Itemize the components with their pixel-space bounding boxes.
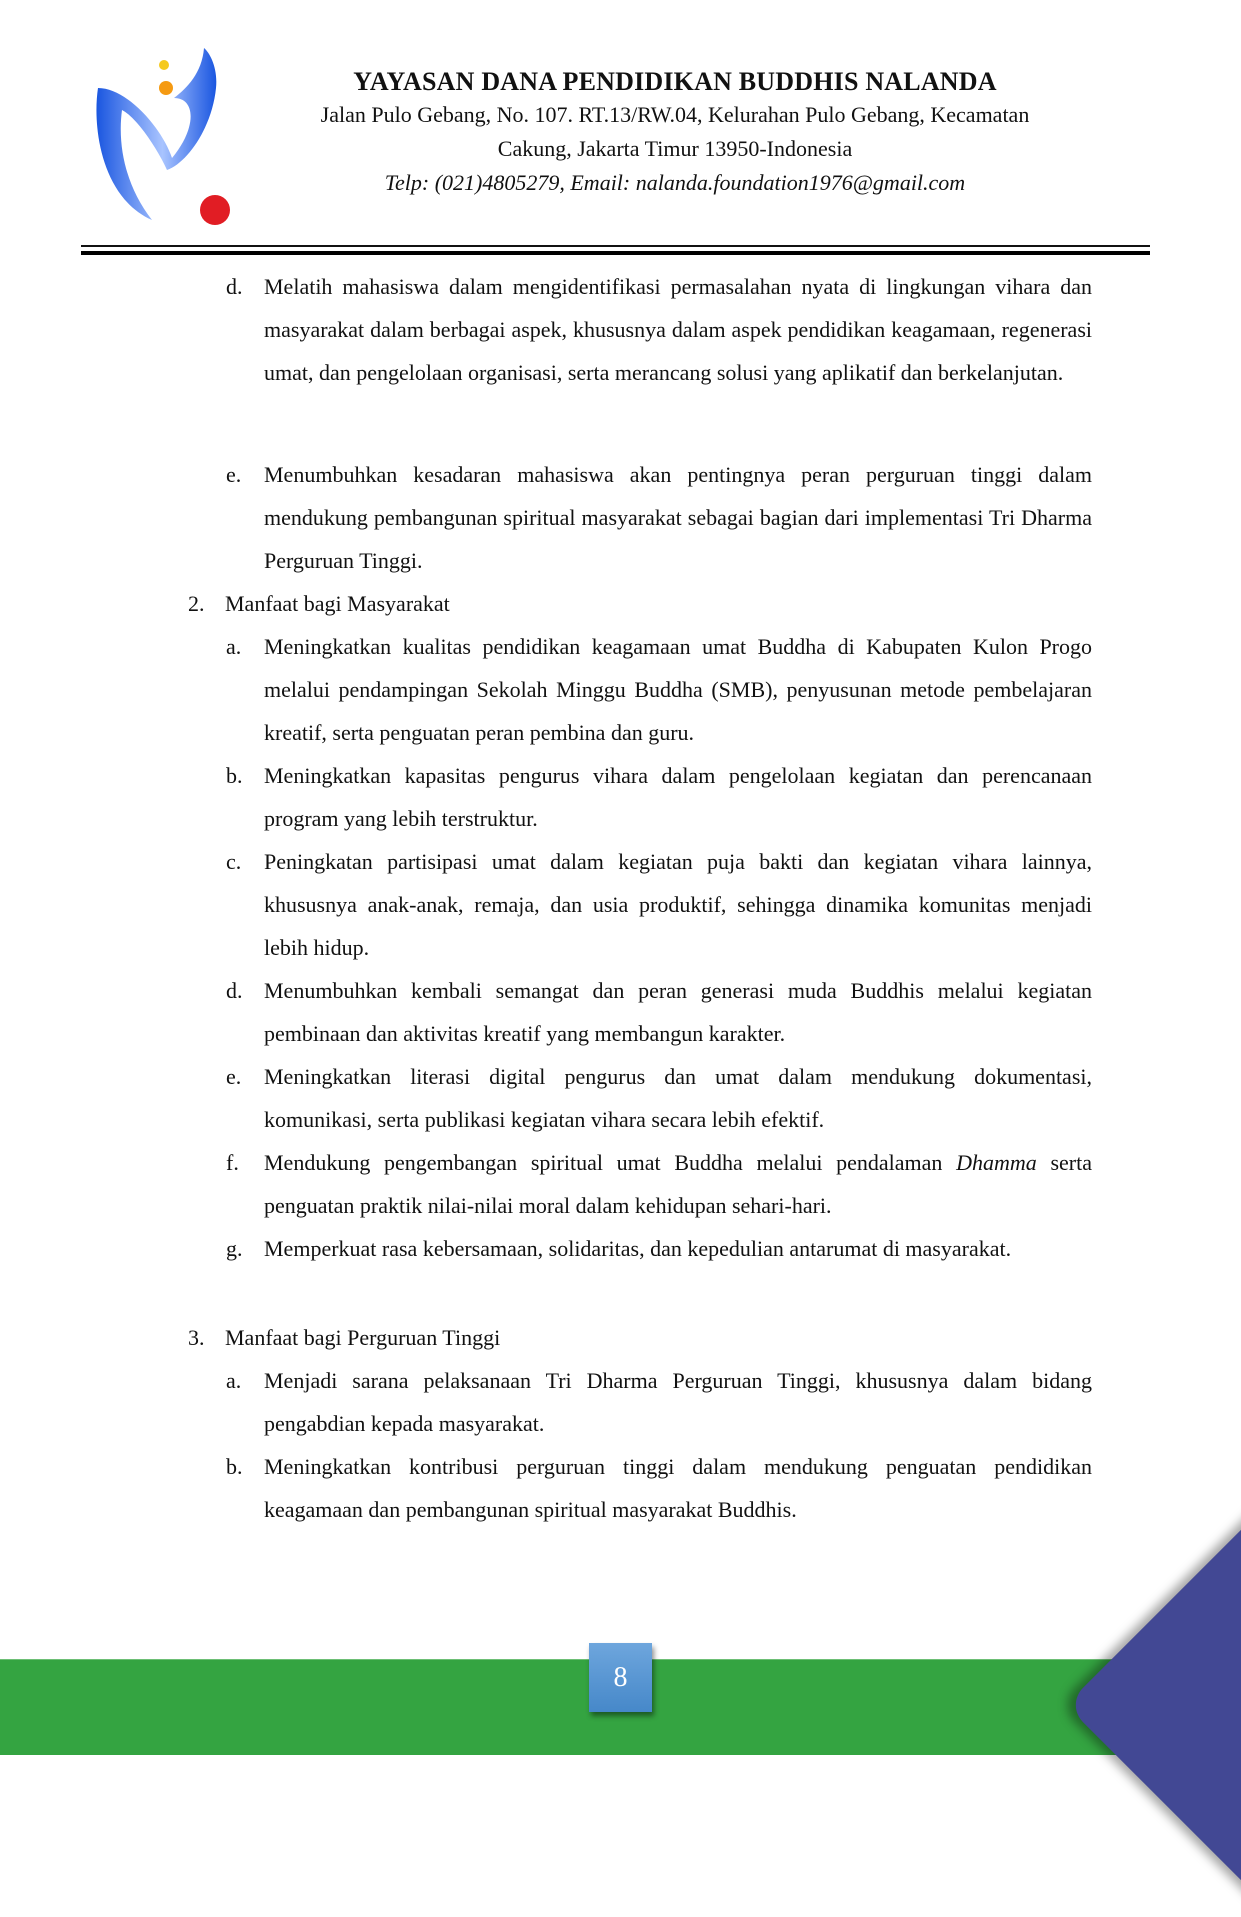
list-item [226,1445,1092,1531]
item-label: a. [226,1368,242,1393]
item-text: Menumbuhkan kesadaran mahasiswa akan pentingnya peran perguruan tinggi dalam mendukung pembangunan spiritual masyarakat sebagai bagian dari implementasi Tri Dharma Perguruan Tinggi. [264,462,1092,573]
item-text: Meningkatkan kontribusi perguruan tinggi dalam mendukung penguatan pendidikan keagamaan dan pembangunan spiritual masyarakat Buddhis. [264,1454,1092,1522]
list-item [226,1141,1092,1227]
item-text: Meningkatkan kualitas pendidikan keagamaan umat Buddha di Kabupaten Kulon Progo melalui pendampingan Sekolah Minggu Buddha (SMB), penyusunan metode pembelajaran kreatif, serta penguatan peran pembina dan guru. [264,634,1092,745]
item-label: f. [226,1150,239,1175]
organization-name: YAYASAN DANA PENDIDIKAN BUDDHIS NALANDA [353,67,997,96]
item-text: Memperkuat rasa kebersamaan, solidaritas, dan kepedulian antarumat di masyarakat. [264,1236,1012,1261]
item-text: Peningkatan partisipasi umat dalam kegiatan puja bakti dan kegiatan vihara lainnya, khususnya anak-anak, remaja, dan usia produktif, sehingga dinamika komunitas menjadi lebih hidup. [264,849,1092,960]
list-item [226,1055,1092,1141]
corner-decoration [1066,1493,1241,1917]
item-label: e. [226,1064,242,1089]
item-label: b. [226,763,243,788]
list-item [226,840,1092,969]
letterhead [250,66,1100,200]
list-item [226,969,1092,1055]
address-line-1: Jalan Pulo Gebang, No. 107. RT.13/RW.04, Kelurahan Pulo Gebang, Kecamatan [320,102,1030,127]
foundation-logo [92,48,247,230]
item-label: e. [226,462,242,487]
item-text-part: serta penguatan praktik nilai-nilai moral dalam kehidupan sehari-hari. [264,1150,1092,1218]
italic-term-dhamma: Dhamma [956,1150,1037,1175]
item-text: Meningkatkan kapasitas pengurus vihara dalam pengelolaan kegiatan dan perencanaan program yang lebih terstruktur. [264,763,1092,831]
contact-info: Telp: (021)4805279, Email: nalanda.foundation1976@gmail.com [384,170,966,195]
item-label: c. [226,849,242,874]
item-label: g. [226,1236,243,1261]
section-number: 2. [188,591,205,616]
list-item [226,453,1092,582]
item-label: b. [226,1454,243,1479]
section-title: Manfaat bagi Masyarakat [225,591,450,616]
item-label: a. [226,634,242,659]
item-label: d. [226,978,243,1003]
section-heading-masyarakat [188,582,1088,625]
item-text: Meningkatkan literasi digital pengurus dan umat dalam mendukung dokumentasi, komunikasi, serta publikasi kegiatan vihara secara lebih efektif. [264,1064,1092,1132]
item-text-part: Mendukung pengembangan spiritual umat Buddha melalui pendalaman [264,1150,957,1175]
header-divider-thin [81,245,1150,247]
list-item [226,265,1092,394]
item-text [264,1141,1092,1227]
address-line-2: Cakung, Jakarta Timur 13950-Indonesia [497,136,853,161]
list-item [226,1227,1092,1270]
item-label: d. [226,274,243,299]
section-heading-perguruan-tinggi [188,1316,1088,1359]
section-title: Manfaat bagi Perguruan Tinggi [225,1325,501,1350]
list-item [226,1359,1092,1445]
item-text: Menumbuhkan kembali semangat dan peran generasi muda Buddhis melalui kegiatan pembinaan dan aktivitas kreatif yang membangun karakter. [264,978,1092,1046]
item-text: Melatih mahasiswa dalam mengidentifikasi permasalahan nyata di lingkungan vihara dan masyarakat dalam berbagai aspek, khususnya dalam aspek pendidikan keagamaan, regenerasi umat, dan pengelolaan organisasi, serta merancang solusi yang aplikatif dan berkelanjutan. [264,274,1092,385]
list-item [226,754,1092,840]
section-number: 3. [188,1325,205,1350]
header-divider-thick [81,251,1150,255]
page-number: 8 [589,1643,652,1712]
item-text: Menjadi sarana pelaksanaan Tri Dharma Perguruan Tinggi, khususnya dalam bidang pengabdian kepada masyarakat. [264,1368,1092,1436]
list-item [226,625,1092,754]
